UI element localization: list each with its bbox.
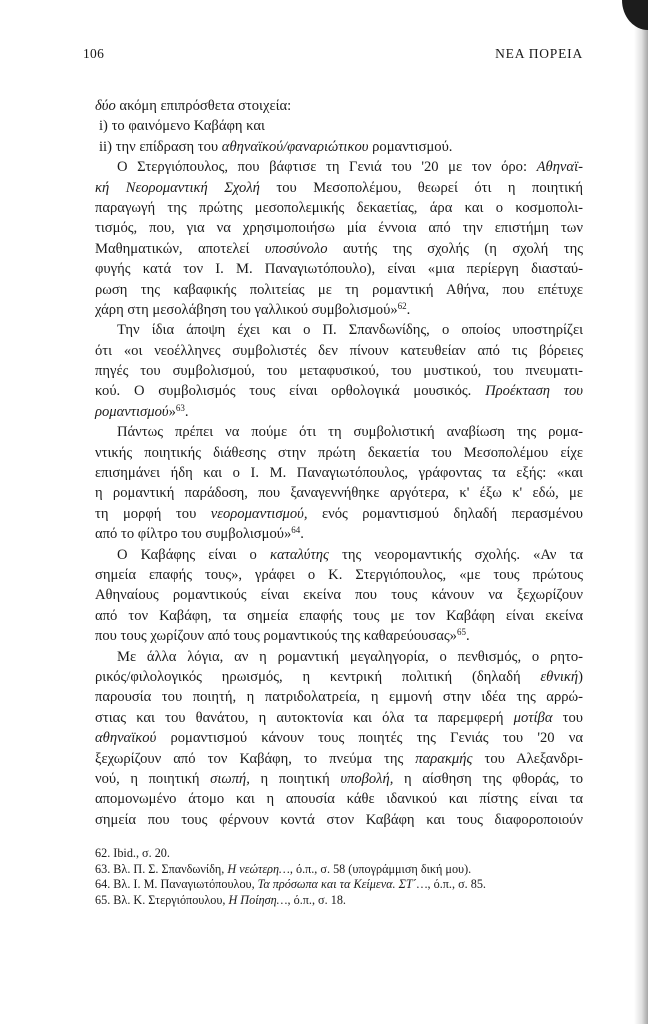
footnote-63 xyxy=(95,862,583,878)
italic-term: αθηναϊκού xyxy=(95,730,157,747)
text-line xyxy=(95,157,583,177)
italic-title: Τα πρόσωπα και τα Κείμενα. ΣΤ΄… xyxy=(257,877,428,892)
text-run: , ό.π., σ. 85. xyxy=(427,877,486,892)
text-run: ξεχωρίζουν από τον Καβάφη, το πνεύμα της xyxy=(95,750,416,767)
text-run: 62. Ibid., σ. 20. xyxy=(95,846,170,860)
text-line xyxy=(95,137,583,157)
text-run: στιας και του θανάτου, η αυτοκτονία και όλα τα παρεμφερή xyxy=(95,709,514,726)
text-run: του xyxy=(552,709,583,726)
text-line: η ρομαντική παράδοση, που ξαναγεννήθηκε αργότερα, κ' έξω κ' εδώ, με xyxy=(95,485,583,502)
text-line: πηγές του συμβολισμού, του μεταφυσικού, του μυστικού, του πνευματι- xyxy=(95,363,583,380)
text-line: Πάντως πρέπει να πούμε ότι τη συμβολιστική αναβίωση της ρομα- xyxy=(117,424,583,441)
italic-title: Η Ποίηση… xyxy=(228,892,288,907)
italic-term: Προέκταση του xyxy=(485,383,583,400)
text-line: Την ίδια άποψη έχει και ο Π. Σπανδωνίδης, ο οποίος υποστηρίζει xyxy=(117,322,583,339)
text-run: ακόμη επιπρόσθετα στοιχεία: xyxy=(115,98,292,114)
italic-term: καταλύτης xyxy=(269,546,329,563)
text-run: . xyxy=(465,628,470,645)
footnotes xyxy=(95,846,583,908)
italic-term: μοτίβα xyxy=(513,709,553,726)
text-line xyxy=(95,667,583,687)
text-run: του Αλεξανδρι- xyxy=(472,750,583,767)
page-number: 106 xyxy=(83,46,105,61)
text-run: . xyxy=(406,301,411,318)
footnote-62 xyxy=(95,846,583,862)
text-run: ρομαντισμού κάνουν τους ποιητές της Γενιάς του '20 να xyxy=(156,730,583,747)
text-run: της νεορομαντικής σχολής. «Αν τα xyxy=(328,546,583,563)
text-run: . xyxy=(300,526,304,543)
text-line: σημεία επαφής τους», γράφει ο Κ. Στεργιόπουλος, «με τους πρώτους xyxy=(95,566,583,583)
italic-term: νεορομαντισμού, xyxy=(210,505,308,522)
text-run: ii) την επίδραση του xyxy=(99,138,222,155)
footnote-ref[interactable]: 65 xyxy=(456,627,466,638)
text-line: παραγωγή της πρώτης μεσοπολεμικής δεκαετίας, άρα και ο κοσμοπολι- xyxy=(95,199,583,216)
footnote-ref[interactable]: 64 xyxy=(291,525,301,536)
italic-term: κή Νεορομαντική Σχολή xyxy=(95,179,260,196)
text-line: Αθηναίους ρομαντικούς είναι εκείνα που τους κάνουν να ξεχωρίζουν xyxy=(95,587,583,604)
journal-title: ΝΕΑ ΠΟΡΕΙΑ xyxy=(495,46,583,61)
text-line xyxy=(95,626,583,646)
italic-term: υποβολή, xyxy=(340,770,394,787)
italic-term: Αθηναϊ- xyxy=(536,159,583,176)
text-run: που τους χωρίζουν από τους ρομαντικούς της καθαρεύουσας» xyxy=(95,628,457,645)
text-line: παρουσία του ποιητή, η πατριδολατρεία, η εμμονή στην ιδέα της αρρώ- xyxy=(95,689,583,706)
italic-term: σιωπή, xyxy=(210,770,250,787)
text-run: ρομαντισμού. xyxy=(368,138,453,155)
text-run: , ό.π., σ. 18. xyxy=(287,892,346,907)
italic-term: δύο xyxy=(95,98,116,114)
footnote-64 xyxy=(95,877,583,893)
text-line xyxy=(95,769,583,789)
text-run: η ποιητική xyxy=(249,770,341,787)
text-run: » xyxy=(168,403,176,420)
running-head xyxy=(83,46,583,66)
text-run: ενός ρομαντισμού δηλαδή περασμένου xyxy=(307,505,583,522)
text-line xyxy=(95,728,583,748)
text-run: . xyxy=(184,403,189,420)
text-line: επισημάνει ήδη και ο Ι. Μ. Παναγιωτόπουλος, γράφοντας τα εξής: «και xyxy=(95,465,583,482)
text-run: κού. Ο συμβολισμός τους είναι ορθολογικά μουσικός. xyxy=(95,383,486,400)
text-line xyxy=(95,545,583,565)
text-run: τη μορφή του xyxy=(95,505,211,522)
text-line xyxy=(95,749,583,769)
italic-term: αθηναϊκού/φαναριώτικου xyxy=(221,138,369,155)
text-line xyxy=(95,524,583,544)
body-text xyxy=(95,96,583,830)
italic-term: παρακμής xyxy=(415,750,473,767)
text-run: η αίσθηση της φθοράς, το xyxy=(393,770,584,787)
text-run: ) xyxy=(578,668,583,685)
italic-term: ρομαντισμού xyxy=(95,403,169,420)
italic-term: υποσύνολο xyxy=(264,240,328,257)
text-run: χάρη στη μεσολάβηση του γαλλικού συμβολισμού» xyxy=(95,301,398,318)
text-run: του Μεσοπολέμου, θεωρεί ότι η ποιητική xyxy=(259,179,583,196)
text-line xyxy=(95,381,583,401)
text-run: 65. Βλ. Κ. Στεργιόπουλου, xyxy=(95,892,229,907)
scan-corner-mark xyxy=(622,0,648,30)
text-run: αυτής της σχολής (η σχολή της xyxy=(327,240,583,257)
text-run: νού, η ποιητική xyxy=(95,770,211,787)
text-line: ντικής ποιητικής διάθεσης στην πρώτη δεκαετία του Μεσοπολέμου είχε xyxy=(95,444,583,461)
text-line xyxy=(95,178,583,198)
italic-term: εθνική xyxy=(540,668,579,685)
text-run: , ό.π., σ. 58 (υπογράμμιση δική μου). xyxy=(289,861,472,876)
text-run: Μαθηματικών, αποτελεί xyxy=(95,240,265,257)
text-line xyxy=(95,402,583,422)
text-line: φυγής κατά τον Ι. Μ. Παναγιωτόπουλο), είναι «μια περίεργη διασταύ- xyxy=(95,261,583,278)
text-line: από τον Καβάφη, τα σημεία επαφής τους με τον Καβάφη είναι εκείνα xyxy=(95,607,583,624)
text-run: από το φίλτρο του συμβολισμού» xyxy=(95,526,292,543)
footnote-ref[interactable]: 63 xyxy=(175,402,185,413)
text-line: Με άλλα λόγια, αν η ρομαντική μεγαληγορία, ο πενθισμός, ο ρητο- xyxy=(117,648,583,665)
text-line xyxy=(95,116,583,136)
text-line: τισμός, που, για να χρησιμοποιήσω μία έννοια από την επιστήμη των xyxy=(95,220,583,237)
text-run: Ο Στεργιόπουλος, που βάφτισε τη Γενιά του '20 με τον όρο: xyxy=(117,159,537,176)
text-line xyxy=(95,239,583,259)
text-line: ότι «οι νεοέλληνες συμβολιστές δεν πίνουν κατευθείαν από τις βόρειες xyxy=(95,342,583,359)
footnote-65 xyxy=(95,893,583,909)
text-line: σημεία που τους φέρνουν κοντά στον Καβάφη και τους διαφοροποιούν xyxy=(95,811,583,828)
text-line xyxy=(95,504,583,524)
text-line: απομονωμένο άτομο και η απουσία κάθε ιδανικού και πίστης είναι τα xyxy=(95,791,583,808)
page-edge-shadow xyxy=(634,0,648,1024)
text-line xyxy=(95,708,583,728)
text-line xyxy=(95,300,583,320)
text-run: 64. Βλ. Ι. Μ. Παναγιωτόπουλου, xyxy=(95,877,258,892)
text-run: i) το φαινόμενο Καβάφη και xyxy=(99,118,265,135)
text-line: ρωση της καβαφικής πολιτείας με τη ρομαντική Αθήνα, που επέτυχε xyxy=(95,281,583,298)
text-run: ρικός/φιλολογικός ηρωισμός, η κεντρική πολιτική (δηλαδή xyxy=(95,668,541,685)
text-line xyxy=(95,96,583,116)
text-run: 63. Βλ. Π. Σ. Σπανδωνίδη, xyxy=(95,861,228,876)
footnote-ref[interactable]: 62 xyxy=(397,300,407,311)
text-run: Ο Καβάφης είναι ο xyxy=(117,546,270,563)
italic-title: Η νεώτερη… xyxy=(227,861,290,876)
